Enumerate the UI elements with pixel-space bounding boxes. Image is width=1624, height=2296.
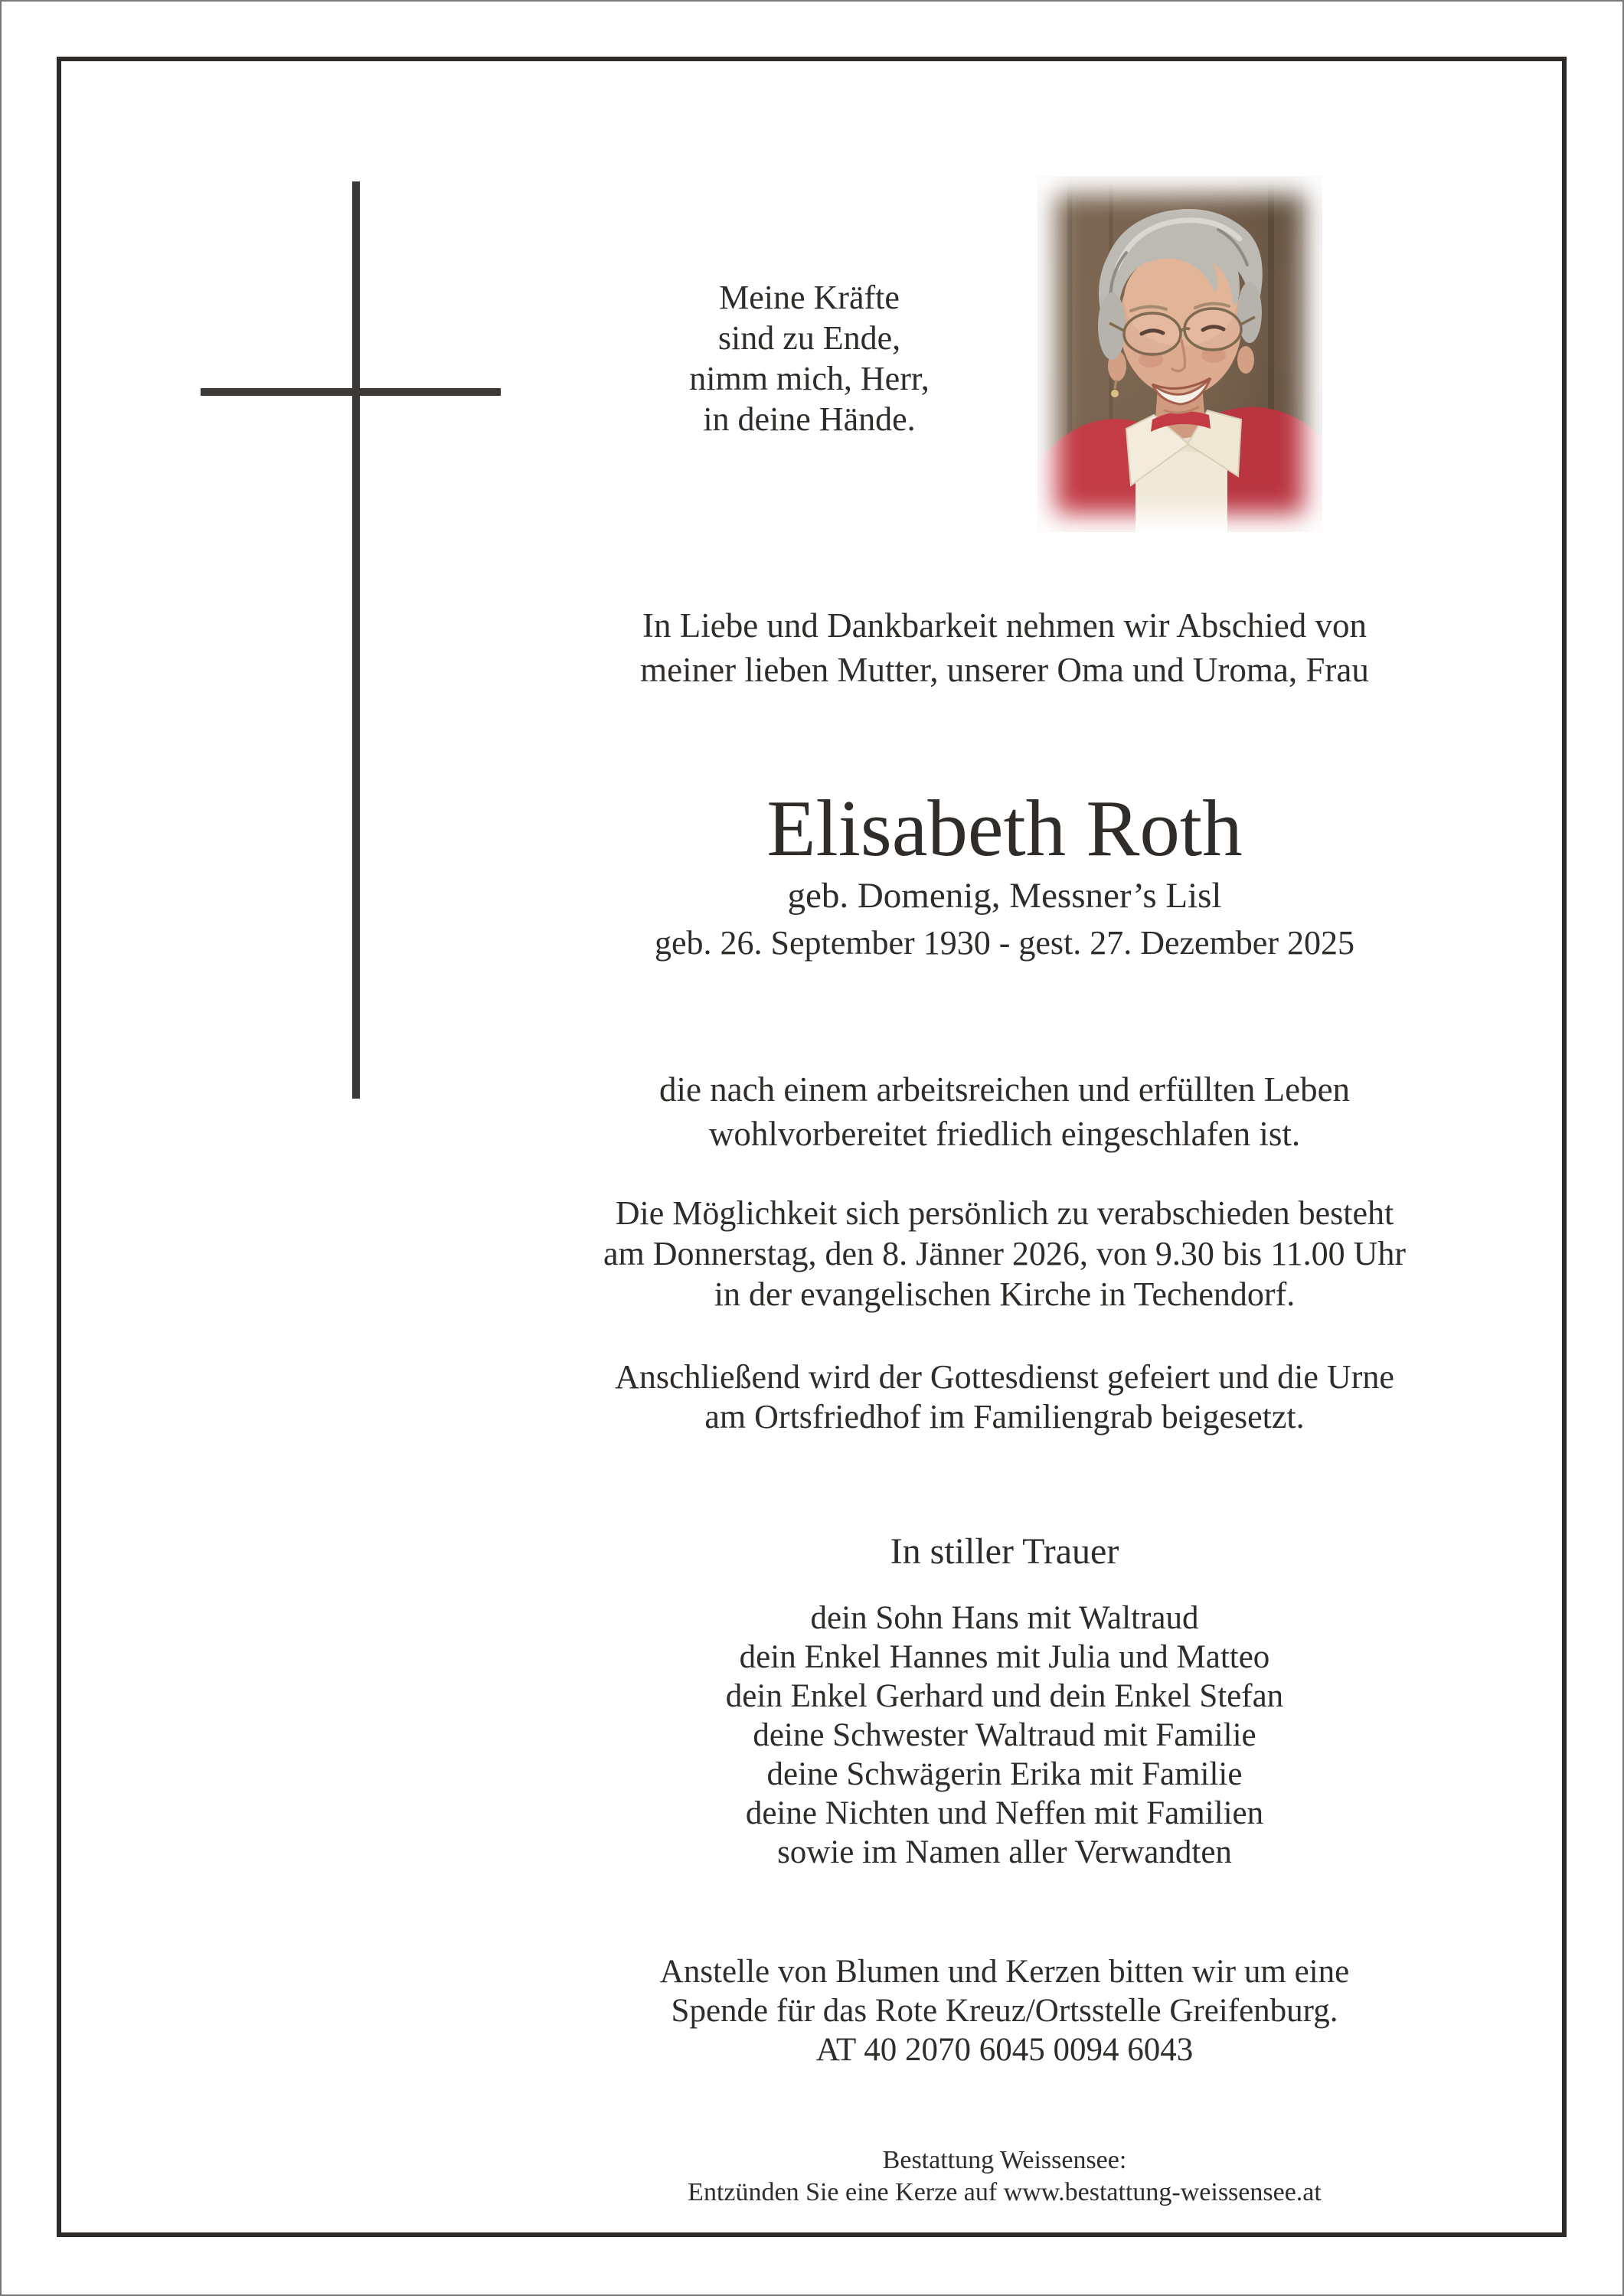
cross-horizontal-bar: [201, 388, 501, 396]
mourner-line: deine Schwester Waltraud mit Familie: [753, 1717, 1256, 1753]
deceased-name: Elisabeth Roth: [766, 783, 1243, 873]
portrait-photo-illustration: [1037, 176, 1322, 532]
viewing-line: in der evangelischen Kirche in Techendorf.: [714, 1275, 1296, 1313]
funeral-home-line: Bestattung Weissensee:: [882, 2146, 1127, 2174]
mourner-line: dein Sohn Hans mit Waltraud: [810, 1600, 1199, 1636]
quote-line: sind zu Ende,: [717, 319, 901, 357]
intro-line: meiner lieben Mutter, unserer Oma und Uroma, Frau: [640, 651, 1369, 689]
donation-line: Spende für das Rote Kreuz/Ortsstelle Greifenburg.: [671, 1993, 1338, 2029]
farewell-line: die nach einem arbeitsreichen und erfüllten Leben: [658, 1070, 1351, 1109]
farewell-text: [407, 1067, 1602, 1156]
donation-iban-line: AT 40 2070 6045 0094 6043: [815, 2032, 1194, 2068]
viewing-line: am Donnerstag, den 8. Jänner 2026, von 9.30 bis 11.00 Uhr: [603, 1235, 1407, 1272]
mourner-line: deine Schwägerin Erika mit Familie: [766, 1756, 1243, 1792]
mourner-line: dein Enkel Gerhard und dein Enkel Stefan: [725, 1678, 1284, 1714]
mourner-line: sowie im Namen aller Verwandten: [777, 1834, 1232, 1870]
funeral-home-note: [407, 2144, 1602, 2209]
memorial-quote: [618, 277, 1001, 439]
quote-line: nimm mich, Herr,: [689, 360, 930, 397]
service-info-text: [407, 1357, 1602, 1437]
deceased-birth-name: geb. Domenig, Messner’s Lisl: [787, 876, 1222, 916]
farewell-line: wohlvorbereitet friedlich eingeschlafen ist.: [708, 1115, 1301, 1153]
viewing-info-text: [407, 1193, 1602, 1315]
donation-note: [407, 1952, 1602, 2069]
quote-line: in deine Hände.: [703, 400, 916, 438]
viewing-line: Die Möglichkeit sich persönlich zu verabschieden besteht: [615, 1194, 1394, 1232]
intro-text: [407, 603, 1602, 692]
donation-line: Anstelle von Blumen und Kerzen bitten wir um eine: [659, 1954, 1350, 1990]
deceased-life-dates: geb. 26. September 1930 - gest. 27. Dezember 2025: [655, 924, 1354, 962]
mourners-list: [407, 1599, 1602, 1872]
mourning-title: In stiller Trauer: [890, 1531, 1119, 1572]
cross-vertical-bar: [352, 181, 360, 1099]
service-line: am Ortsfriedhof im Familiengrab beigesetzt.: [704, 1398, 1305, 1435]
portrait-photo: [1037, 176, 1322, 532]
funeral-home-website-line: Entzünden Sie eine Kerze auf www.bestattung-weissensee.at: [688, 2178, 1322, 2206]
quote-line: Meine Kräfte: [719, 279, 900, 316]
service-line: Anschließend wird der Gottesdienst gefeiert und die Urne: [615, 1358, 1394, 1396]
intro-line: In Liebe und Dankbarkeit nehmen wir Abschied von: [642, 606, 1367, 645]
mourner-line: deine Nichten und Neffen mit Familien: [745, 1795, 1264, 1831]
mourner-line: dein Enkel Hannes mit Julia und Matteo: [739, 1639, 1270, 1675]
